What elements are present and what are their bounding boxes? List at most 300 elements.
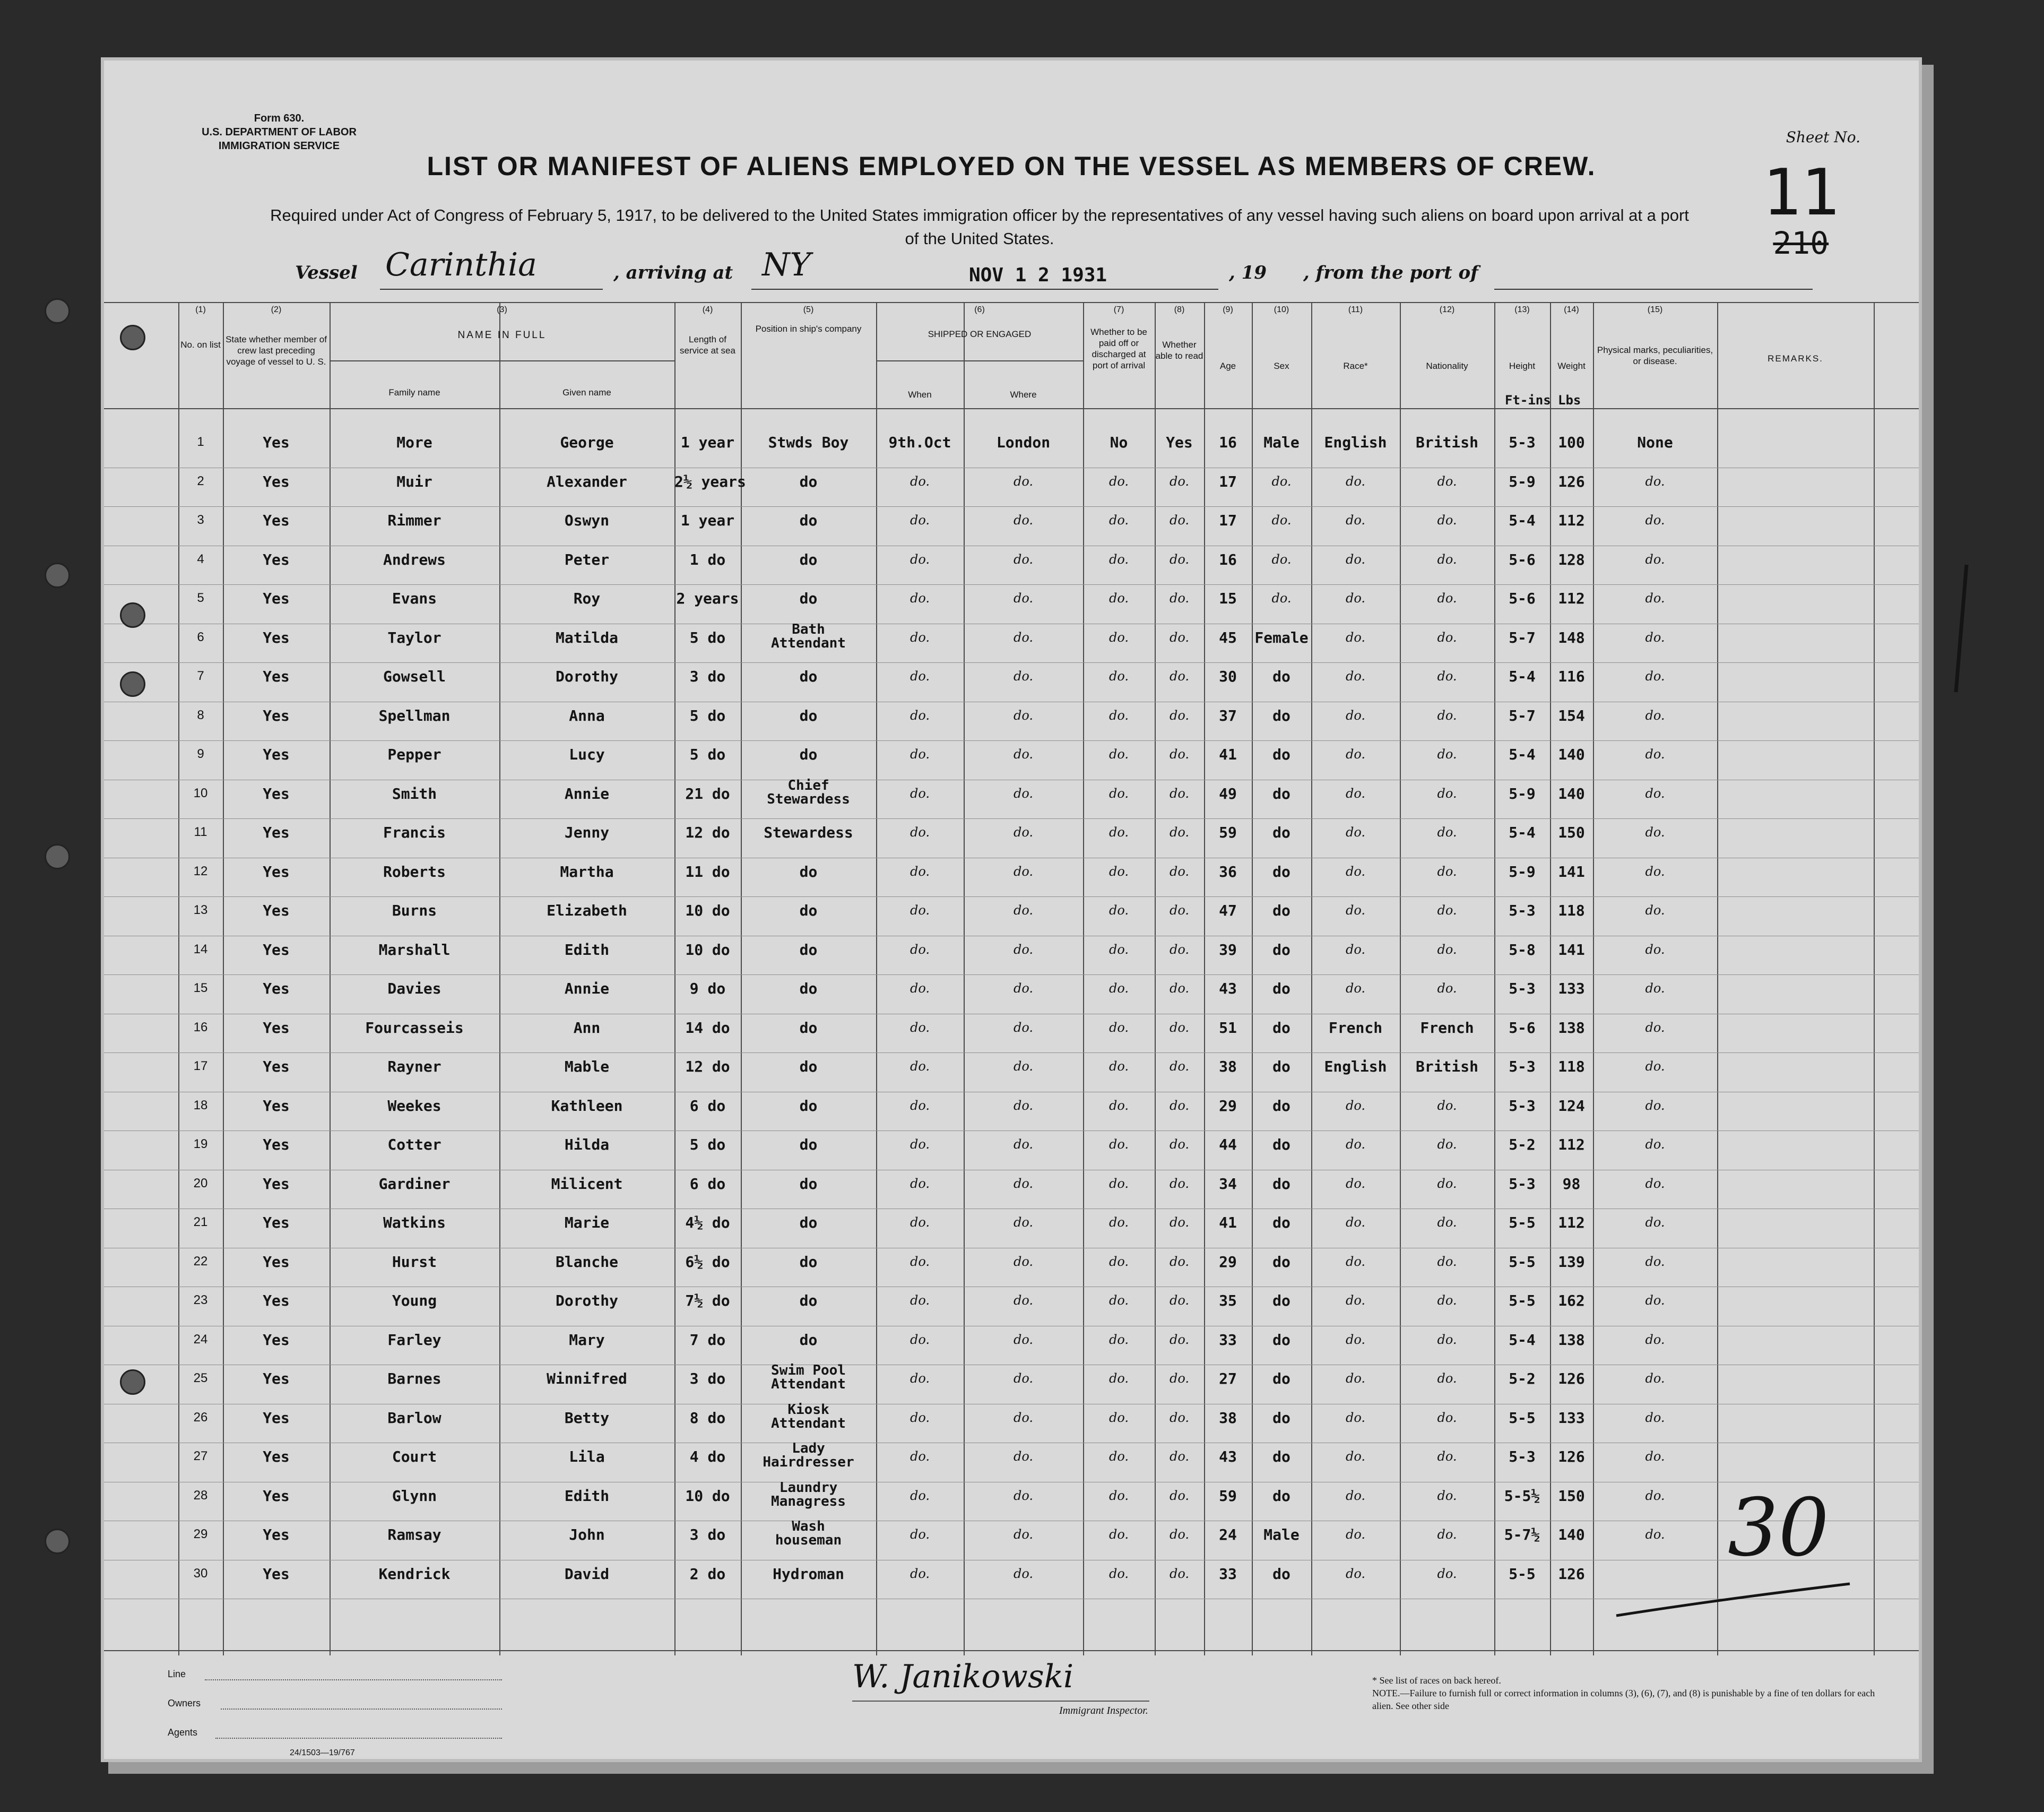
cell-given: Elizabeth: [547, 902, 627, 919]
cell-position: Kiosk Attendant: [771, 1401, 846, 1431]
cell-read: do.: [1169, 1566, 1190, 1581]
cell-weight: 112: [1558, 1136, 1585, 1153]
cell-height: 5-2: [1509, 1370, 1536, 1387]
cell-nationality: British: [1415, 434, 1478, 451]
cell-physical: do.: [1645, 1137, 1665, 1152]
col-num-2: (2): [271, 305, 282, 314]
cell-given: Kathleen: [551, 1097, 623, 1115]
cell-given: Mary: [569, 1331, 605, 1349]
cell-race: do.: [1345, 1137, 1366, 1152]
cell-no: 13: [193, 903, 208, 917]
cell-no: 15: [193, 981, 208, 995]
cell-no: 22: [193, 1254, 208, 1269]
cell-no: 25: [193, 1371, 208, 1385]
cell-no: 26: [193, 1410, 208, 1425]
cell-no: 28: [193, 1488, 208, 1503]
cell-sex: do: [1272, 940, 1291, 959]
cell-length: 5 do: [689, 628, 726, 646]
cell-when: do.: [910, 1176, 930, 1191]
cell-paid-off: do.: [1108, 1410, 1129, 1425]
footer-agents-label: Agents: [168, 1727, 198, 1738]
cell-height: 5-5: [1509, 1253, 1536, 1271]
cell-read: do.: [1169, 864, 1190, 879]
cell-member: Yes: [263, 706, 290, 724]
cell-paid-off: do.: [1108, 1098, 1129, 1113]
cell-family: Muir: [396, 472, 432, 490]
cell-weight: 118: [1558, 1058, 1585, 1075]
row-rule: [104, 740, 1919, 741]
cell-height: 5-8: [1509, 940, 1536, 959]
cell-weight: 118: [1558, 902, 1585, 919]
cell-physical: do.: [1645, 1449, 1665, 1464]
cell-family: Glynn: [392, 1487, 437, 1505]
cell-physical: do.: [1645, 1488, 1665, 1503]
cell-race: do.: [1345, 1488, 1366, 1503]
cell-family: Burns: [392, 902, 437, 919]
cell-race: do.: [1345, 1449, 1366, 1464]
cell-position: do: [799, 1331, 818, 1349]
cell-length: 11 do: [685, 862, 730, 881]
cell-weight: 140: [1558, 784, 1585, 803]
cell-height: 5-7½: [1504, 1526, 1540, 1543]
penalty-note: NOTE.—Failure to furnish full or correct information in columns (3), (6), (7), and (8) is punishable by a fine of ten dollars for each alien. See other side: [1372, 1688, 1875, 1711]
cell-given: David: [564, 1565, 610, 1583]
cell-given: George: [560, 434, 614, 451]
cell-read: do.: [1169, 1371, 1190, 1386]
cell-physical: do.: [1645, 1098, 1665, 1113]
cell-length: 7 do: [689, 1331, 726, 1349]
cell-given: Martha: [560, 862, 614, 881]
col-num-13: (13): [1514, 305, 1530, 314]
cell-member: Yes: [263, 512, 290, 529]
cell-when: do.: [910, 942, 930, 957]
cell-given: Alexander: [547, 472, 627, 490]
cell-sex: do: [1272, 1409, 1291, 1427]
cell-family: Ramsay: [387, 1526, 441, 1543]
cell-where: do.: [1013, 551, 1034, 567]
cell-physical: do.: [1645, 1254, 1665, 1269]
cell-weight: 124: [1558, 1097, 1585, 1115]
cell-physical: do.: [1645, 786, 1665, 801]
row-rule: [104, 974, 1919, 975]
cell-physical: None: [1637, 434, 1673, 451]
cell-when: do.: [910, 747, 930, 762]
cell-height: 5-3: [1509, 1058, 1536, 1075]
cell-when: 9th.Oct: [888, 434, 951, 451]
cell-age: 16: [1219, 550, 1237, 568]
cell-read: do.: [1169, 942, 1190, 957]
cell-race: do.: [1345, 864, 1366, 879]
cell-member: Yes: [263, 1370, 290, 1387]
cell-paid-off: do.: [1108, 1215, 1129, 1230]
cell-when: do.: [910, 1371, 930, 1386]
cell-family: Spellman: [378, 706, 451, 724]
cell-paid-off: do.: [1108, 1137, 1129, 1152]
cell-family: Watkins: [383, 1214, 446, 1231]
cell-height: 5-3: [1509, 1097, 1536, 1115]
cell-race: do.: [1345, 1176, 1366, 1191]
cell-height: 5-7: [1509, 706, 1536, 724]
cell-family: Evans: [392, 590, 437, 607]
cell-length: 4½ do: [685, 1214, 730, 1231]
col-num-1: (1): [195, 305, 206, 314]
cell-when: do.: [910, 1293, 930, 1308]
punch-hole: [45, 563, 70, 588]
header-paid-off: Whether to be paid off or discharged at port of arrival: [1090, 327, 1147, 370]
cell-height: 5-3: [1509, 980, 1536, 997]
service-name: IMMIGRATION SERVICE: [218, 140, 340, 152]
cell-weight: 150: [1558, 824, 1585, 841]
cell-paid-off: do.: [1108, 1566, 1129, 1581]
col-num-7: (7): [1113, 305, 1124, 314]
cell-age: 59: [1219, 824, 1237, 841]
cell-sex: do: [1272, 902, 1291, 919]
cell-position: do: [799, 472, 818, 490]
cell-read: do.: [1169, 1215, 1190, 1230]
cell-sex: do: [1272, 1448, 1291, 1465]
cell-family: Smith: [392, 784, 437, 803]
cell-no: 14: [193, 942, 208, 956]
cell-height: 5-6: [1509, 1019, 1536, 1037]
cell-nationality: do.: [1437, 1137, 1457, 1152]
cell-when: do.: [910, 1488, 930, 1503]
cell-length: 2 years: [676, 590, 739, 607]
cell-position: do: [799, 668, 818, 685]
cell-sex: do: [1272, 1565, 1291, 1583]
cell-sex: do: [1272, 1370, 1291, 1387]
cell-paid-off: do.: [1108, 591, 1129, 606]
cell-race: do.: [1345, 747, 1366, 762]
cell-given: John: [569, 1526, 605, 1543]
cell-sex: Female: [1254, 628, 1309, 646]
cell-given: Milicent: [551, 1175, 623, 1193]
col-num-14: (14): [1564, 305, 1579, 314]
cell-age: 51: [1219, 1019, 1237, 1037]
cell-given: Matilda: [555, 628, 618, 646]
cell-nationality: do.: [1437, 981, 1457, 996]
cell-given: Betty: [564, 1409, 610, 1427]
cell-height: 5-5: [1509, 1565, 1536, 1583]
cell-position: do: [799, 980, 818, 997]
cell-height: 5-5½: [1504, 1487, 1540, 1505]
cell-given: Winnifred: [547, 1370, 627, 1387]
cell-age: 44: [1219, 1136, 1237, 1153]
header-name-in-full: NAME IN FULL: [457, 330, 547, 341]
cell-height: 5-4: [1509, 1331, 1536, 1349]
cell-position: Lady Hairdresser: [763, 1440, 854, 1470]
cell-height: 5-3: [1509, 434, 1536, 451]
cell-sex: do.: [1271, 513, 1292, 528]
cell-when: do.: [910, 1098, 930, 1113]
form-number: Form 630.: [254, 113, 305, 124]
cell-position: do: [799, 902, 818, 919]
cell-weight: 126: [1558, 1448, 1585, 1465]
punch-hole: [120, 671, 145, 697]
cell-nationality: do.: [1437, 551, 1457, 567]
punch-hole: [120, 325, 145, 350]
row-rule: [104, 1052, 1919, 1053]
footer-line-label: Line: [168, 1669, 186, 1679]
cell-weight: 126: [1558, 1370, 1585, 1387]
cell-race: do.: [1345, 629, 1366, 645]
cell-member: Yes: [263, 1292, 290, 1309]
cell-height: 5-9: [1509, 472, 1536, 490]
cell-race: do.: [1345, 786, 1366, 801]
cell-length: 7½ do: [685, 1292, 730, 1309]
cell-read: do.: [1169, 1527, 1190, 1542]
cell-family: Francis: [383, 824, 446, 841]
cell-height: 5-6: [1509, 590, 1536, 607]
cell-position: do: [799, 706, 818, 724]
header-length-of-service: Length of service at sea: [680, 334, 735, 356]
cell-race: do.: [1345, 1410, 1366, 1425]
cell-paid-off: do.: [1108, 473, 1129, 489]
cell-family: Fourcasseis: [365, 1019, 464, 1037]
cell-sex: do: [1272, 980, 1291, 997]
table-top-border: [104, 302, 1919, 303]
arriving-port: NY: [762, 246, 811, 283]
cell-when: do.: [910, 551, 930, 567]
cell-race: do.: [1345, 473, 1366, 489]
cell-family: Barlow: [387, 1409, 441, 1427]
cell-height: 5-2: [1509, 1136, 1536, 1153]
row-rule: [104, 662, 1919, 663]
cell-position: do: [799, 550, 818, 568]
header-no-on-list: No. on list: [180, 340, 221, 350]
cell-member: Yes: [263, 1214, 290, 1231]
row-rule: [104, 818, 1919, 819]
cell-length: 10 do: [685, 940, 730, 959]
cell-weight: 138: [1558, 1331, 1585, 1349]
cell-member: Yes: [263, 550, 290, 568]
cell-physical: do.: [1645, 473, 1665, 489]
cell-family: Hurst: [392, 1253, 437, 1271]
cell-position: do: [799, 862, 818, 881]
cell-age: 30: [1219, 668, 1237, 685]
height-unit: Ft-ins: [1505, 393, 1551, 408]
cell-race: do.: [1345, 1254, 1366, 1269]
cell-read: do.: [1169, 1020, 1190, 1035]
cell-where: do.: [1013, 747, 1034, 762]
cell-height: 5-4: [1509, 668, 1536, 685]
cell-sex: do: [1272, 784, 1291, 803]
header-physical-marks: Physical marks, peculiarities, or disease.: [1597, 345, 1713, 366]
cell-member: Yes: [263, 746, 290, 763]
vessel-label: Vessel: [295, 262, 358, 283]
cell-physical: do.: [1645, 864, 1665, 879]
cell-age: 59: [1219, 1487, 1237, 1505]
cell-member: Yes: [263, 1253, 290, 1271]
cell-paid-off: do.: [1108, 903, 1129, 918]
cell-read: do.: [1169, 707, 1190, 723]
cell-race: do.: [1345, 669, 1366, 684]
cell-paid-off: do.: [1108, 1449, 1129, 1464]
cell-sex: do: [1272, 1487, 1291, 1505]
header-position: Position in ship's company: [755, 324, 862, 334]
cell-weight: 112: [1558, 512, 1585, 529]
year-label: , 19: [1229, 262, 1267, 283]
cell-where: do.: [1013, 669, 1034, 684]
cell-paid-off: do.: [1108, 669, 1129, 684]
cell-nationality: do.: [1437, 1254, 1457, 1269]
cell-physical: do.: [1645, 1020, 1665, 1035]
cell-position: do: [799, 590, 818, 607]
cell-member: Yes: [263, 1565, 290, 1583]
cell-race: English: [1324, 1058, 1387, 1075]
name-subheader-line: [330, 360, 674, 361]
cell-member: Yes: [263, 1136, 290, 1153]
cell-weight: 138: [1558, 1019, 1585, 1037]
manifest-subtitle: Required under Act of Congress of February 5, 1917, to be delivered to the United States immigration officer by the representatives of any vessel having such aliens on board upon arrival at a port of the United States.: [270, 206, 1689, 248]
cell-length: 3 do: [689, 668, 726, 685]
cell-position: do: [799, 1214, 818, 1231]
cell-member: Yes: [263, 1409, 290, 1427]
cell-no: 8: [197, 707, 204, 722]
cell-nationality: do.: [1437, 747, 1457, 762]
cell-nationality: do.: [1437, 591, 1457, 606]
cell-no: 7: [197, 669, 204, 683]
cell-member: Yes: [263, 1175, 290, 1193]
cell-position: do: [799, 1253, 818, 1271]
cell-age: 41: [1219, 746, 1237, 763]
cell-where: do.: [1013, 1332, 1034, 1347]
cell-nationality: do.: [1437, 864, 1457, 879]
cell-read: do.: [1169, 1332, 1190, 1347]
cell-where: do.: [1013, 1215, 1034, 1230]
cell-height: 5-3: [1509, 902, 1536, 919]
cell-read: do.: [1169, 1293, 1190, 1308]
punch-hole: [120, 1369, 145, 1395]
cell-weight: 98: [1562, 1175, 1581, 1193]
header-member-last-voyage: State whether member of crew last preceding voyage of vessel to U. S.: [226, 334, 327, 367]
cell-member: Yes: [263, 862, 290, 881]
cell-read: do.: [1169, 591, 1190, 606]
form-code: 24/1503—19/767: [290, 1748, 355, 1757]
col-num-3: (3): [497, 305, 507, 314]
cell-where: do.: [1013, 1059, 1034, 1074]
cell-length: 1 year: [680, 434, 735, 451]
cell-physical: do.: [1645, 513, 1665, 528]
cell-weight: 133: [1558, 980, 1585, 997]
cell-when: do.: [910, 1215, 930, 1230]
cell-given: Anna: [569, 706, 605, 724]
cell-race: do.: [1345, 1098, 1366, 1113]
cell-race: do.: [1345, 981, 1366, 996]
cell-physical: do.: [1645, 1410, 1665, 1425]
cell-nationality: do.: [1437, 1527, 1457, 1542]
cell-physical: do.: [1645, 551, 1665, 567]
col-num-4: (4): [702, 305, 713, 314]
cell-paid-off: do.: [1108, 551, 1129, 567]
form-header-block: [146, 111, 412, 153]
cell-when: do.: [910, 473, 930, 489]
cell-nationality: do.: [1437, 1410, 1457, 1425]
cell-race: French: [1328, 1019, 1383, 1037]
cell-length: 5 do: [689, 706, 726, 724]
cell-member: Yes: [263, 628, 290, 646]
cell-position: do: [799, 512, 818, 529]
vessel-line: [295, 246, 1834, 294]
cell-position: do: [799, 1019, 818, 1037]
cell-where: do.: [1013, 513, 1034, 528]
cell-position: Chief Stewardess: [767, 777, 850, 807]
cell-no: 12: [193, 864, 208, 878]
cell-weight: 133: [1558, 1409, 1585, 1427]
cell-race: do.: [1345, 1293, 1366, 1308]
cell-length: 1 year: [680, 512, 735, 529]
cell-no: 27: [193, 1449, 208, 1463]
cell-sex: Male: [1263, 434, 1300, 451]
cell-length: 5 do: [689, 746, 726, 763]
cell-paid-off: do.: [1108, 1059, 1129, 1074]
cell-age: 34: [1219, 1175, 1237, 1193]
cell-where: do.: [1013, 1371, 1034, 1386]
cell-no: 23: [193, 1293, 208, 1307]
cell-given: Jenny: [564, 824, 610, 841]
manifest-title: LIST OR MANIFEST OF ALIENS EMPLOYED ON THE VESSEL AS MEMBERS OF CREW.: [427, 151, 1596, 181]
cell-position: Laundry Managress: [771, 1479, 846, 1509]
cell-given: Blanche: [555, 1253, 618, 1271]
cell-height: 5-7: [1509, 628, 1536, 646]
cell-member: Yes: [263, 590, 290, 607]
cell-age: 17: [1219, 472, 1237, 490]
arriving-label: , arriving at: [613, 262, 733, 283]
cell-family: Roberts: [383, 862, 446, 881]
cell-paid-off: do.: [1108, 1332, 1129, 1347]
cell-where: do.: [1013, 1410, 1034, 1425]
cell-given: Peter: [564, 550, 610, 568]
cell-age: 33: [1219, 1331, 1237, 1349]
cell-height: 5-9: [1509, 784, 1536, 803]
cell-member: Yes: [263, 434, 290, 451]
cell-given: Roy: [573, 590, 601, 607]
cell-length: 6 do: [689, 1175, 726, 1193]
cell-read: do.: [1169, 786, 1190, 801]
cell-read: do.: [1169, 1449, 1190, 1464]
cell-where: London: [996, 434, 1051, 451]
cell-length: 1 do: [689, 550, 726, 568]
cell-when: do.: [910, 513, 930, 528]
cell-height: 5-9: [1509, 862, 1536, 881]
cell-given: Mable: [564, 1058, 610, 1075]
cell-length: 10 do: [685, 902, 730, 919]
cell-age: 36: [1219, 862, 1237, 881]
cell-race: do.: [1345, 1566, 1366, 1581]
cell-when: do.: [910, 1059, 930, 1074]
crew-table: [104, 302, 1919, 1682]
cell-when: do.: [910, 981, 930, 996]
cell-length: 21 do: [685, 784, 730, 803]
cell-age: 29: [1219, 1253, 1237, 1271]
header-family-name: Family name: [388, 387, 440, 398]
cell-read: do.: [1169, 473, 1190, 489]
cell-where: do.: [1013, 786, 1034, 801]
cell-read: do.: [1169, 1098, 1190, 1113]
cell-family: Marshall: [378, 940, 451, 959]
cell-no: 30: [193, 1566, 208, 1581]
cell-read: do.: [1169, 629, 1190, 645]
footer-owners-rule: [221, 1709, 502, 1710]
header-shipped-or-engaged: SHIPPED OR ENGAGED: [928, 329, 1032, 339]
manifest-sheet: [104, 61, 1919, 1759]
header-remarks: REMARKS.: [1768, 353, 1823, 364]
cell-given: Edith: [564, 940, 610, 959]
cell-no: 3: [197, 513, 204, 527]
cell-race: do.: [1345, 591, 1366, 606]
cell-paid-off: No: [1110, 434, 1128, 451]
cell-weight: 126: [1558, 472, 1585, 490]
footer-line-rule: [205, 1679, 502, 1680]
